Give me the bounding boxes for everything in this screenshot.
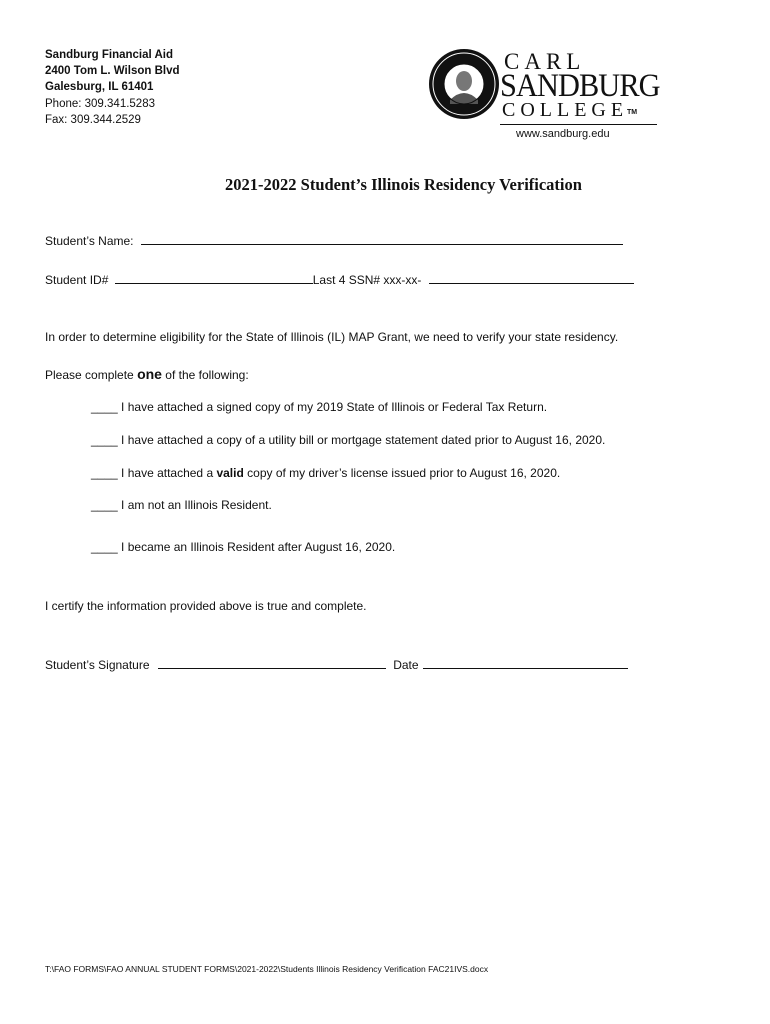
option-text: I have attached a copy of a utility bill or mortgage statement dated prior to August 16, 2020. [121, 433, 606, 447]
logo-rule [500, 124, 657, 125]
option-blank[interactable]: ____ [91, 433, 118, 447]
student-id-label: Student ID# [45, 273, 109, 287]
option-blank[interactable]: ____ [91, 400, 118, 414]
student-name-label: Student’s Name: [45, 234, 134, 248]
college-logo [428, 48, 668, 140]
sender-fax: Fax: 309.344.2529 [45, 113, 141, 126]
option-drivers-license [91, 466, 560, 480]
student-id-row [45, 273, 634, 287]
instruction-after: of the following: [161, 368, 249, 382]
option-text: I became an Illinois Resident after August 16, 2020. [121, 540, 396, 554]
logo-trademark: TM [627, 109, 638, 116]
signature-row [45, 658, 628, 672]
date-label: Date [393, 658, 419, 672]
option-text-after: copy of my driver’s license issued prior to August 16, 2020. [243, 466, 561, 480]
instruction-before: Please complete [45, 368, 138, 382]
option-tax-return [91, 400, 547, 414]
instruction-emphasis: one [137, 366, 162, 382]
option-utility-bill [91, 433, 605, 447]
option-text-valid: valid [216, 466, 244, 480]
option-blank[interactable]: ____ [91, 540, 118, 554]
logo-college: COLLEGE [502, 99, 629, 121]
logo-carl: CARL [504, 49, 586, 74]
student-name-field[interactable] [141, 234, 623, 245]
footer-file-path: T:\FAO FORMS\FAO ANNUAL STUDENT FORMS\2021-2022\Students Illinois Residency Verification FAC21IVS.docx [45, 964, 489, 974]
student-name-row [45, 234, 623, 248]
ssn-label: Last 4 SSN# xxx-xx- [312, 273, 422, 287]
option-text: I have attached a signed copy of my 2019 State of Illinois or Federal Tax Return. [121, 400, 548, 414]
college-seal-icon [428, 48, 500, 120]
date-field[interactable] [423, 658, 628, 669]
option-text: I am not an Illinois Resident. [121, 498, 272, 512]
option-blank[interactable]: ____ [91, 498, 118, 512]
student-id-field[interactable] [115, 273, 313, 284]
sender-city: Galesburg, IL 61401 [45, 81, 154, 94]
option-blank[interactable]: ____ [91, 466, 118, 480]
ssn-field[interactable] [429, 273, 634, 284]
option-became-resident [91, 540, 395, 554]
sender-street: 2400 Tom L. Wilson Blvd [45, 65, 180, 78]
page-title: 2021-2022 Student’s Illinois Residency Verification [225, 175, 582, 194]
signature-field[interactable] [158, 658, 386, 669]
sender-address [45, 47, 180, 128]
sender-phone: Phone: 309.341.5283 [45, 97, 155, 110]
certification-text: I certify the information provided above is true and complete. [45, 599, 367, 613]
signature-label: Student’s Signature [45, 658, 150, 672]
intro-text: In order to determine eligibility for the State of Illinois (IL) MAP Grant, we need to verify your state residency. [45, 330, 619, 344]
college-website: www.sandburg.edu [516, 128, 610, 140]
sender-name: Sandburg Financial Aid [45, 49, 173, 61]
option-text-before: I have attached a [121, 466, 217, 480]
logo-sandburg: SANDBURG [500, 68, 660, 104]
option-not-resident [91, 498, 272, 512]
instruction-text [45, 366, 249, 382]
